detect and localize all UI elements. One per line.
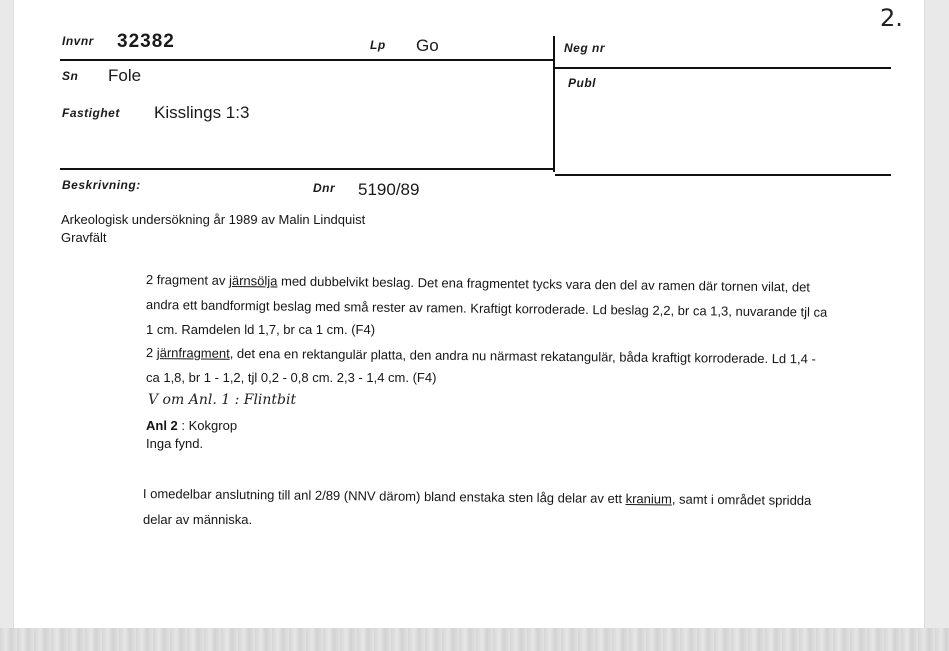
invnr-label: Invnr bbox=[62, 34, 94, 48]
sn-label: Sn bbox=[62, 69, 79, 83]
paragraph-1-line-1: 2 fragment av järnsölja med dubbelvikt beslag. Det ena fragmentet tycks vara den del av ramen där tornen vilat, det bbox=[145, 272, 811, 295]
neg-nr-label: Neg nr bbox=[564, 41, 606, 55]
paragraph-1-line-2: andra ett bandformigt beslag med små rester av ramen. Kraftigt korroderade. Ld beslag 2,2, br ca 1,3, nuvarande tjl ca bbox=[145, 297, 828, 320]
beskrivning-label: Beskrivning: bbox=[62, 178, 141, 192]
paragraph-2-line-2: ca 1,8, br 1 - 1,2, tjl 0,2 - 0,8 cm. 2,3 - 1,4 cm. (F4) bbox=[146, 370, 437, 385]
dnr-value: 5190/89 bbox=[358, 180, 420, 199]
paragraph-1-line-3: 1 cm. Ramdelen ld 1,7, br ca 1 cm. (F4) bbox=[146, 322, 376, 337]
paragraph-2-line-1: 2 järnfragment, det ena en rektangulär platta, den andra nu närmast rekatangulär, båda kraftigt korroderade. Ld 1,4 - bbox=[145, 345, 816, 367]
paragraph-3-line-2: delar av människa. bbox=[143, 512, 253, 527]
anl2-line-1: Anl 2 : Kokgrop bbox=[146, 418, 238, 433]
dnr-label: Dnr bbox=[313, 181, 336, 195]
header-divider-vertical bbox=[553, 36, 555, 172]
corner-number: 2. bbox=[880, 4, 903, 32]
lp-label: Lp bbox=[370, 38, 386, 52]
handwritten-note: V om Anl. 1 : Flintbit bbox=[148, 392, 297, 408]
invnr-value: 32382 bbox=[117, 31, 175, 52]
term-jarnsolja: järnsölja bbox=[228, 272, 278, 289]
term-jarnfragment: järnfragment bbox=[156, 345, 230, 361]
header-bottom-rule-left bbox=[60, 168, 553, 170]
publ-label: Publ bbox=[568, 76, 596, 90]
sn-value: Fole bbox=[108, 66, 142, 85]
fastighet-value: Kisslings 1:3 bbox=[154, 103, 250, 122]
header-rule-left bbox=[60, 59, 553, 61]
fastighet-label: Fastighet bbox=[62, 106, 120, 120]
intro-line-1: Arkeologisk undersökning år 1989 av Malin Lindquist bbox=[61, 212, 366, 227]
header-bottom-rule-right bbox=[555, 174, 891, 176]
scan-edge-strip bbox=[0, 628, 949, 651]
header-rule-right bbox=[555, 67, 891, 69]
paragraph-3-line-1: I omedelbar anslutning till anl 2/89 (NNV därom) bland enstaka sten låg delar av ett kranium, samt i området spridda bbox=[142, 486, 812, 508]
anl2-line-2: Inga fynd. bbox=[146, 436, 204, 451]
lp-value: Go bbox=[416, 36, 439, 55]
term-kranium: kranium bbox=[625, 491, 672, 507]
intro-line-2: Gravfält bbox=[61, 230, 107, 245]
